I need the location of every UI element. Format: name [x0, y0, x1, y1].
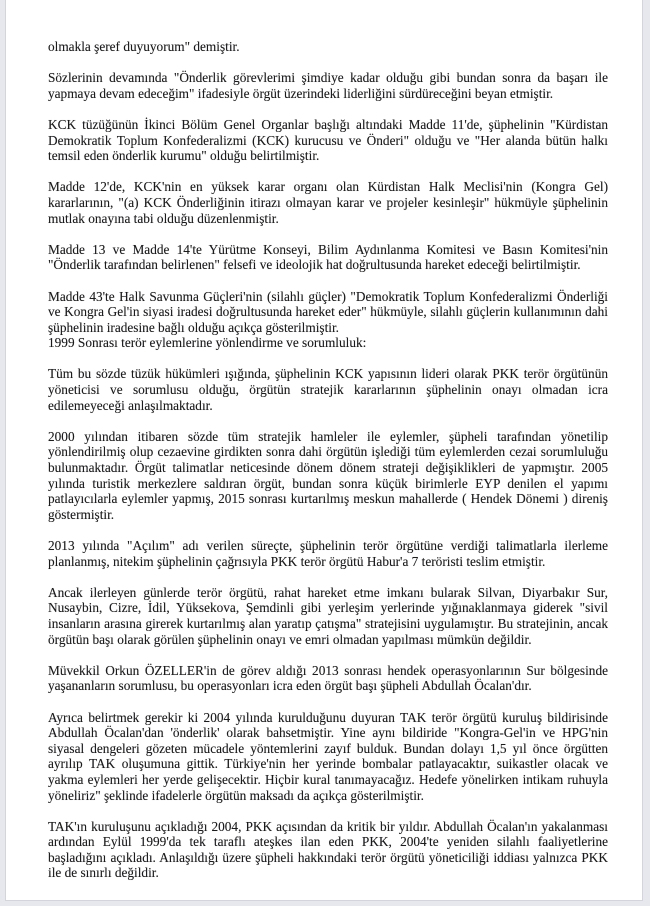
- section-heading-line: 1999 Sonrası terör eylemlerine yönlendirme ve sorumluluk:: [48, 335, 367, 351]
- paragraph: Sözlerinin devamında "Önderlik görevlerimi şimdiye kadar olduğu gibi bundan sonra da başarı ile yapmaya devam edeceğim" ifadesiyle örgüt üzerindeki liderliğini sürdüreceğini beyan etmiştir.: [48, 70, 608, 101]
- document-text: [6, 0, 642, 900]
- paragraph: Müvekkil Orkun ÖZELLER'in de görev aldığı 2013 sonrası hendek operasyonlarının Sur bölgesinde yaşananların sorumlusu, bu operasyonları icra eden örgüt başı şüpheli Abdullah Öcalan'dır.: [48, 662, 608, 694]
- paragraph: TAK'ın kuruluşunu açıkladığı 2004, PKK açısından da kritik bir yıldır. Abdullah Öcalan'ın yakalanması ardından Eylül 1999'da tek taraflı ateşkes ilan eden PKK, 2004'te yeniden silahlı faaliyetlerine başladığını açıkladı. Anlaşıldığı üzere şüpheli hakkındaki terör örgütü yöneticiliği iddiası yalnızca PKK ile de sınırlı değildir.: [48, 818, 608, 881]
- document-page: [6, 0, 642, 900]
- paragraph: Tüm bu sözde tüzük hükümleri ışığında, şüphelinin KCK yapısının lideri olarak PKK terör örgütünün yöneticisi ve sorumlusu olduğu, örgütün stratejik kararlarının şüphelinin onayı olmadan icra edilemeyeceği anlaşılmaktadır.: [48, 366, 608, 413]
- paragraph: KCK tüzüğünün İkinci Bölüm Genel Organlar başlığı altındaki Madde 11'de, şüphelinin "Kürdistan Demokratik Toplum Konfederalizmi (KCK) kurucusu ve Önderi" olduğu ve "Her alanda bütün halkı temsil eden önderlik kurumu" olduğu belirtilmiştir.: [48, 116, 608, 164]
- paragraph: Madde 13 ve Madde 14'te Yürütme Konseyi, Bilim Aydınlanma Komitesi ve Basın Komitesi'nin "Önderlik tarafından belirlenen" felsefi ve ideolojik hat doğrultusunda hareket edeceği belirtilmiştir.: [48, 241, 608, 273]
- paragraph: Madde 12'de, KCK'nin en yüksek karar organı olan Kürdistan Halk Meclisi'nin (Kongra Gel) kararlarının, "(a) KCK Önderliğinin itirazı olmayan karar ve projeler kesinleşir" hükmüyle şüphelinin mutlak onayına tabi olduğu düzenlenmiştir.: [48, 179, 608, 226]
- paragraph: Ancak ilerleyen günlerde terör örgütü, rahat hareket etme imkanı bularak Silvan, Diyarbakır Sur, Nusaybin, Cizre, İdil, Yüksekova, Şemdinli gibi yerleşim yerlerinde yığınaklanmaya giderek "sivil insanların arasına girerek kurtarılmış alan yaratıp çatışma" stratejisini uygulamıştır. Bu stratejinin, ancak örgütün başı olarak görülen şüphelinin onayı ve emri olmadan yapılması mümkün değildir.: [48, 584, 608, 647]
- paragraph: Madde 43'te Halk Savunma Güçleri'nin (silahlı güçler) "Demokratik Toplum Konfederalizmi Önderliği ve Kongra Gel'in siyasi iradesi doğrultusunda hareket eder" hükmüyle, silahlı güçlerin kullanımının dahi şüphelinin iradesine bağlı olduğu açıkça gösterilmiştir.: [48, 288, 608, 335]
- paragraph: 2013 yılında "Açılım" adı verilen süreçte, şüphelinin terör örgütüne verdiği talimatlarla ilerleme planlanmış, nitekim şüphelinin çağrısıyla PKK terör örgütü Habur'a 7 teröristi teslim etmiştir.: [48, 538, 608, 569]
- paragraph: Ayrıca belirtmek gerekir ki 2004 yılında kurulduğunu duyuran TAK terör örgütü kuruluş bildirisinde Abdullah Öcalan'dan 'önderlik' olarak bahsetmiştir. Yine aynı bildiride "Kongra-Gel'in ve HPG'nin siyasal dengeleri gözeten mücadele yöntemlerini zayıf bulduk. Bundan dolayı 1,5 yıl önce örgütten ayrılıp TAK oluşumuna gittik. Türkiye'nin her yerinde bombalar patlayacaktır, suikastler olacak ve yakma eylemleri her yerde gelişecektir. Hiçbir kural tanımayacağız. Hedefe yönelirken intikam ruhuyla yöneliriz" şeklinde ifadelerle örgütün maksadı da açıkça gösterilmiştir.: [48, 709, 608, 803]
- paragraph: 2000 yılından itibaren sözde tüm stratejik hamleler ile eylemler, şüpheli tarafından yönetilip yönlendirilmiş olup cezaevine girdikten sonra dahi örgütün işlediği tüm eylemlerden cezai sorumluluğu bulunmaktadır. Örgüt talimatlar neticesinde dönem dönem strateji değişiklikleri de yapmıştır. 2005 yılında turistik merkezlere saldıran örgüt, bundan sonra küçük birimlerle EYP denilen el yapımı patlayıcılarla eylemler yapmış, 2015 sonrası kurtarılmış meskun mahallerde ( Hendek Dönemi ) direniş göstermiştir.: [48, 428, 608, 522]
- paragraph: olmakla şeref duyuyorum" demiştir.: [48, 39, 240, 54]
